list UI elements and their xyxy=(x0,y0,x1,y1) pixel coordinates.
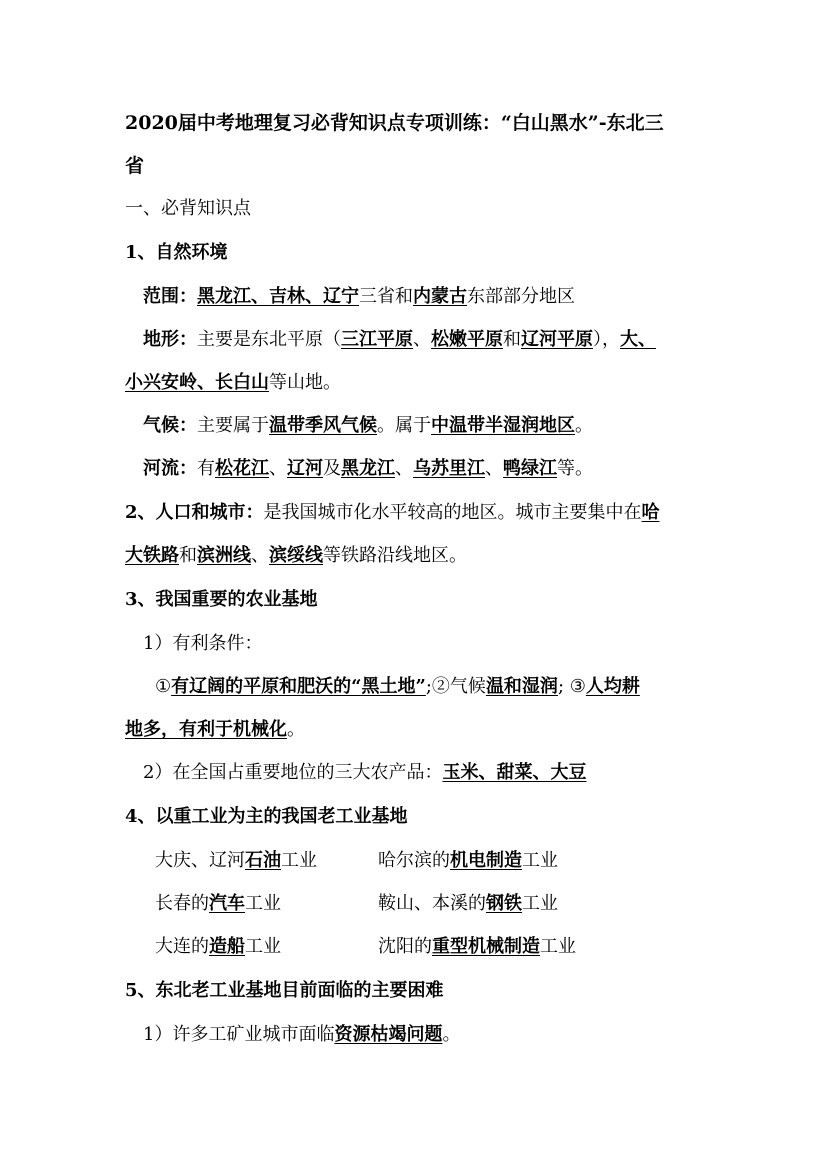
river-liao: 辽河 xyxy=(287,458,323,479)
river-heilong: 黑龙江 xyxy=(341,458,395,479)
heading-industry: 4、以重工业为主的我国老工业基地 xyxy=(125,806,408,827)
industry-row-3-right xyxy=(378,934,827,960)
resource-depletion: 资源枯竭问题 xyxy=(334,1024,443,1045)
da-xinganling: 大、 xyxy=(620,329,656,350)
terrain-close: ）， xyxy=(593,329,620,350)
rivers-sep-3: 、 xyxy=(485,458,503,479)
terrain-text: 主要是东北平原（ xyxy=(197,329,341,350)
cond-farmland-part2: 地多，有利于机械化 xyxy=(125,719,287,740)
heading-population: 2、人口和城市： xyxy=(125,502,264,523)
range-line xyxy=(143,284,723,310)
rivers-line xyxy=(143,456,723,482)
cond-end: 。 xyxy=(287,719,305,740)
industry-row-1-right xyxy=(378,848,827,874)
binsui-line: 滨绥线 xyxy=(269,545,323,566)
rivers-and: 及 xyxy=(323,458,341,479)
industry-suffix: 工业 xyxy=(245,936,281,957)
terrain-line xyxy=(143,327,723,353)
cond-climate-text: ;②气候 xyxy=(425,676,486,697)
liaohe-plain: 辽河平原 xyxy=(521,329,593,350)
climate-end: 。 xyxy=(575,415,593,436)
industry-place: 沈阳的 xyxy=(378,936,432,957)
songnen-plain: 松嫩平原 xyxy=(431,329,503,350)
climate-label: 气候： xyxy=(143,415,197,436)
products-label: 2）在全国占重要地位的三大农产品： xyxy=(143,762,443,783)
binzhou-line: 滨洲线 xyxy=(197,545,251,566)
heading-agriculture: 3、我国重要的农业基地 xyxy=(125,589,318,610)
population-end: 等铁路沿线地区。 xyxy=(323,545,467,566)
industry-suffix: 工业 xyxy=(540,936,576,957)
population-and: 和 xyxy=(179,545,197,566)
population-text: 是我国城市化水平较高的地区。城市主要集中在 xyxy=(263,502,642,523)
difficulty-1-line xyxy=(143,1022,723,1048)
difficulty-text: 1）许多工矿业城市面临 xyxy=(143,1024,335,1045)
hada-railway-part1: 哈 xyxy=(641,502,660,523)
population-line-2 xyxy=(125,543,705,569)
difficulty-end: 。 xyxy=(442,1024,461,1045)
climate-text: 主要属于 xyxy=(197,415,269,436)
industry-row-2-right xyxy=(378,891,827,917)
cond-farmland-part1: 人均耕 xyxy=(585,676,640,697)
doc-title-line2: 省 xyxy=(125,155,145,177)
industry-key: 机电制造 xyxy=(450,850,522,871)
population-sep: 、 xyxy=(251,545,269,566)
industry-key: 汽车 xyxy=(209,893,245,914)
climate-type: 温带季风气候 xyxy=(269,415,377,436)
rivers-label: 河流： xyxy=(143,458,197,479)
doc-title-line1: 2020届中考地理复习必背知识点专项训练：“白山黑水”-东北三 xyxy=(125,112,664,134)
cond-mark-1: ① xyxy=(155,676,172,697)
range-label: 范围： xyxy=(143,286,197,307)
industry-key: 石油 xyxy=(245,850,281,871)
products-line xyxy=(143,760,723,786)
river-wusuli: 乌苏里江 xyxy=(413,458,485,479)
industry-place: 长春的 xyxy=(155,893,209,914)
river-yalu: 鸭绿江 xyxy=(503,458,557,479)
cond-mark-3: ; ③ xyxy=(557,676,586,697)
range-provinces: 黑龙江、吉林、辽宁 xyxy=(197,286,359,307)
terrain-and: 和 xyxy=(503,329,521,350)
industry-suffix: 工业 xyxy=(281,850,317,871)
section-heading: 一、必背知识点 xyxy=(125,198,251,219)
terrain-line-2 xyxy=(125,370,705,396)
range-text: 三省和 xyxy=(359,286,413,307)
climate-line xyxy=(143,413,723,439)
industry-place: 鞍山、本溪的 xyxy=(378,893,486,914)
river-songhua: 松花江 xyxy=(215,458,269,479)
favorable-conditions-heading: 1）有利条件： xyxy=(143,633,263,654)
climate-text-2: 。属于 xyxy=(377,415,431,436)
rivers-end: 等。 xyxy=(557,458,593,479)
conditions-line-2 xyxy=(125,717,705,743)
sanjiang-plain: 三江平原 xyxy=(341,329,413,350)
industry-key: 重型机械制造 xyxy=(432,936,540,957)
industry-place: 大庆、辽河 xyxy=(155,850,245,871)
mountains: 小兴安岭、长白山 xyxy=(125,372,269,393)
industry-place: 大连的 xyxy=(155,936,209,957)
climate-zone: 中温带半湿润地区 xyxy=(431,415,575,436)
rivers-text: 有 xyxy=(197,458,215,479)
range-neimenggu: 内蒙古 xyxy=(413,286,467,307)
terrain-sep: 、 xyxy=(413,329,431,350)
products-list: 玉米、甜菜、大豆 xyxy=(442,762,587,783)
industry-suffix: 工业 xyxy=(245,893,281,914)
population-line xyxy=(125,500,705,526)
range-text-end: 东部部分地区 xyxy=(467,286,575,307)
cond-plain-soil: 有辽阔的平原和肥沃的“黑土地” xyxy=(171,676,426,697)
industry-key: 造船 xyxy=(209,936,245,957)
rivers-sep-2: 、 xyxy=(395,458,413,479)
industry-key: 钢铁 xyxy=(486,893,522,914)
rivers-sep-1: 、 xyxy=(269,458,287,479)
industry-suffix: 工业 xyxy=(522,893,558,914)
terrain-label: 地形： xyxy=(143,329,197,350)
hada-railway-part2: 大铁路 xyxy=(125,545,179,566)
conditions-line xyxy=(155,674,735,700)
heading-difficulties: 5、东北老工业基地目前面临的主要困难 xyxy=(125,980,444,1001)
terrain-end: 等山地。 xyxy=(269,372,341,393)
industry-suffix: 工业 xyxy=(522,850,558,871)
heading-natural-environment: 1、自然环境 xyxy=(125,242,228,263)
cond-climate: 温和湿润 xyxy=(485,676,558,697)
industry-place: 哈尔滨的 xyxy=(378,850,450,871)
